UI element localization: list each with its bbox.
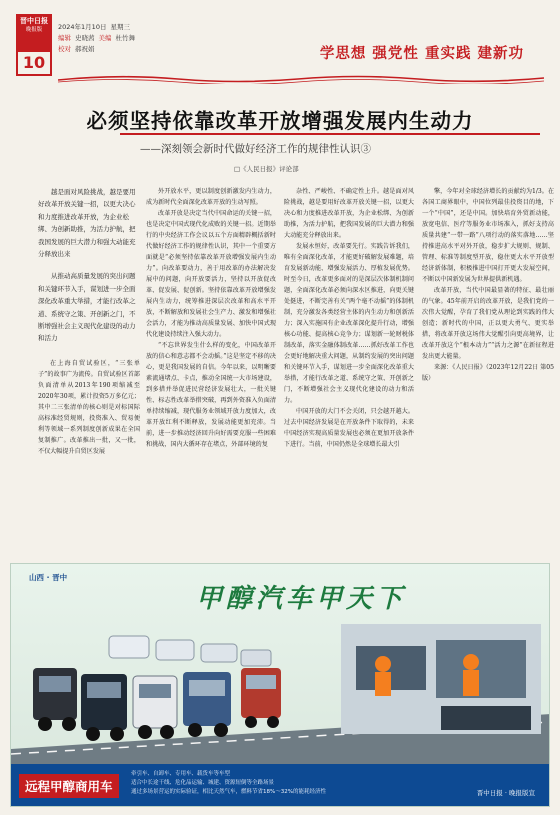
body-paragraph: 在上海自贸试验区，“三张单子”的故事广为流传。自贸试验区首部负面清单从2013年190项缩减至2020年30项，累计投资5万多亿元；其中二三张清单的核心则是对标国际高标准经贸规则，投资准入、贸易便利等领域一系列制度创新成果在全国复制推广。改革推出一批，又一批，不仅大幅提升自贸区发展 — [38, 360, 140, 455]
article-column-2 — [146, 186, 276, 554]
masthead — [0, 0, 560, 84]
body-paragraph: 改革开放是决定当代中国命运的关键一招，也是决定中国式现代化成败的关键一招。近期举行的中央经济工作会议以五个方面精辟概括新时代做好经济工作的规律性认识，其中一个重要方面就是“必须坚持依靠改革开放增强发展内生动力”。向改革要动力，善于用改革的办法解决发展中的问题，向开放要活力，坚持以开放促改革、促发展、促创新。坚持依靠改革开放增强发展内生动力，统筹推进深层次改革和高水平开放，不断解放和发展社会生产力、激发和增强社会活力，才能为推动高质量发展、加快中国式现代化建设持续注入强大动力。 — [146, 210, 276, 338]
issue-meta — [58, 22, 135, 55]
lead-paragraph: 从推动高质量发展的突出问题和关键环节入手，谋划进一步全面深化改革重大举措，才能行改革之道、系统守之策、开创新之门，不断增强社会主义现代化建设的动力和活力 — [38, 272, 136, 343]
designer-label: 美编 — [98, 34, 112, 42]
lead-paragraph: 越是面对风险挑战，越是要用好改革开放关键一招，以更大决心和力度推进改革开放，为企业松绑、为创新助推，为活力护航，把我国发展的巨大潜力和强大动能充分释放出来 — [38, 188, 136, 259]
ad-description-line: 牵引车、自卸车、专用车、载货车等车型 — [131, 771, 231, 777]
issue-date: 2024年1月10日 — [58, 23, 107, 31]
article-byline: □《人民日报》评论部 — [234, 165, 299, 173]
body-paragraph: 擎，今年对全球经济增长的贡献约为1/3。在各国工商界眼中，中国位列最佳投资目的地，下一个“中国”，还是中国。加快培育外贸新动能，放宽电信、医疗等服务业市场准入，抓好支持高质量共建“一带一路”八项行动的落实落地……坚持推进高水平对外开放，稳步扩大规则、规制、管理、标准等制度型开放，稳住更大水平开放型经济新体制，积极推进中国打开更大发展空间，不断以中国新发展为世界提供新机遇。 — [422, 188, 554, 283]
body-paragraph: 发展永恒好，改革要先行。实践告诉我们，唯有全面深化改革，才能更好破解发展难题，培育发展新动能、增强发展活力、厚植发展优势。时至今日，改革更多面对的是深层次体制机制问题，全面深化改革必须向深水区推进，向更关键处挺进，不断完善有关“两个毫不动摇”的体制机制，充分激发各类经营主体的内生动力和创新活力；深入实施国有企业改革深化提升行动，增强核心功能、提高核心竞争力；谋划新一轮财税体制改革，落实金融体制改革……抓好改革工作也会更好地解决重大问题，从制约发展的突出问题和关键环节入手，谋划进一步全面深化改革重大举措，才能行改革之道、系统守之策、开创新之门，不断增强社会主义现代化建设的动力和活力。 — [284, 243, 414, 404]
ad-product-name: 远程甲醇商用车 — [19, 774, 119, 798]
article-subtitle: ——深刻领会新时代做好经济工作的规律性认识③ — [140, 143, 371, 155]
article-column-3 — [284, 186, 414, 554]
ad-company: 晋中日报 · 晚报版宣 — [476, 789, 535, 797]
header-wave-decoration — [58, 74, 544, 84]
editor-label: 编辑 — [58, 34, 71, 42]
body-paragraph: 杂性、严峻性、不确定性上升。越是面对风险挑战，越是要用好改革开放关键一招，以更大决心和力度推进改革开放，为企业松绑、为创新助推，为活力护航，把我国发展的巨大潜力和强大动能充分释放出来。 — [284, 188, 414, 239]
designer-name: 杜竹舞 — [115, 34, 135, 42]
edition-label: 晚报版 — [25, 27, 43, 33]
paper-name: 晋中日报 — [20, 17, 48, 25]
truck-cab-icon — [241, 668, 281, 728]
truck-cab-icon — [183, 672, 231, 737]
body-paragraph: 改革开放，当代中国最显著的特征、最壮丽的气象。45年前开启的改革开放，是我们党的一次伟大觉醒，孕育了我们党从理论到实践的伟大创造；新时代的中国，正以更大勇气、更实举措，将改革开放这场伟大觉醒引向更高境界，让改革开放这个“根本动力”“活力之源”在新征程进发出更大能量。 — [422, 287, 554, 360]
article-title: 必须坚持依靠改革开放增强发展内生动力 — [86, 109, 474, 133]
article-column-4 — [422, 186, 554, 554]
body-paragraph: 中国开放的大门不会关闭，只会越开越大。过去中国经济发展是在开放条件下取得的，未来中国经济实现高质量发展也必须在更加开放条件下进行。当前，中国仍然是全球增长最大引 — [284, 408, 414, 448]
proof-label: 校对 — [58, 45, 71, 53]
truck-cab-icon — [81, 674, 127, 741]
ad-description-line: 适合中长途干线、危化品运输、城建、资源短倒等全路场景 — [131, 780, 275, 786]
body-paragraph: 外开放水平，更以制度创新激发内生动力，成为新时代全面深化改革开放的生动写照。 — [146, 188, 276, 206]
section-slogan: 学思想 强党性 重实践 建新功 — [319, 46, 524, 62]
ad-description-line: 通过多场景营运的实际验证，相比天然气车，燃料节省18%～32%的能耗经济性 — [131, 789, 326, 795]
assembly-line-illustration — [341, 624, 541, 734]
truck-cab-icon — [33, 668, 77, 731]
proofreader-name: 郝祝娟 — [75, 45, 95, 53]
page-number: 10 — [16, 50, 52, 76]
ad-slogan: 甲醇汽车甲天下 — [196, 584, 407, 614]
truck-cab-icon — [133, 676, 177, 739]
issue-weekday: 星期三 — [110, 23, 130, 31]
van-fleet-icon — [109, 636, 271, 666]
article-source: 来源：《人民日报》（2023年12月22日 第05版） — [422, 364, 554, 382]
advertisement — [10, 563, 550, 807]
editor-name: 史晓茜 — [75, 34, 95, 42]
ad-description — [131, 770, 326, 797]
ad-region-label: 山西 · 晋中 — [29, 573, 68, 582]
body-paragraph: “不忘世界发生什么样的变化，中国改革开放的信心和意志都不会动摇。”这是坚定不移的决心，更是我国发展的自信。今年以来，以明晰要素流通堵点、卡点，推动全国统一大市场建设，到多措并举促进民营经济发展壮大，一批关键性、标志性改革举措突破，再到外资准入负面清单持续缩减，现代服务业领域开放力度加大，改革开放红利不断释放，发展动能更加充沛。当前，进一步推动经济回升向好需要克服一些困难和挑战，国内大循环存在堵点，外部环境的复 — [146, 342, 276, 448]
article-column-1 — [38, 358, 140, 554]
